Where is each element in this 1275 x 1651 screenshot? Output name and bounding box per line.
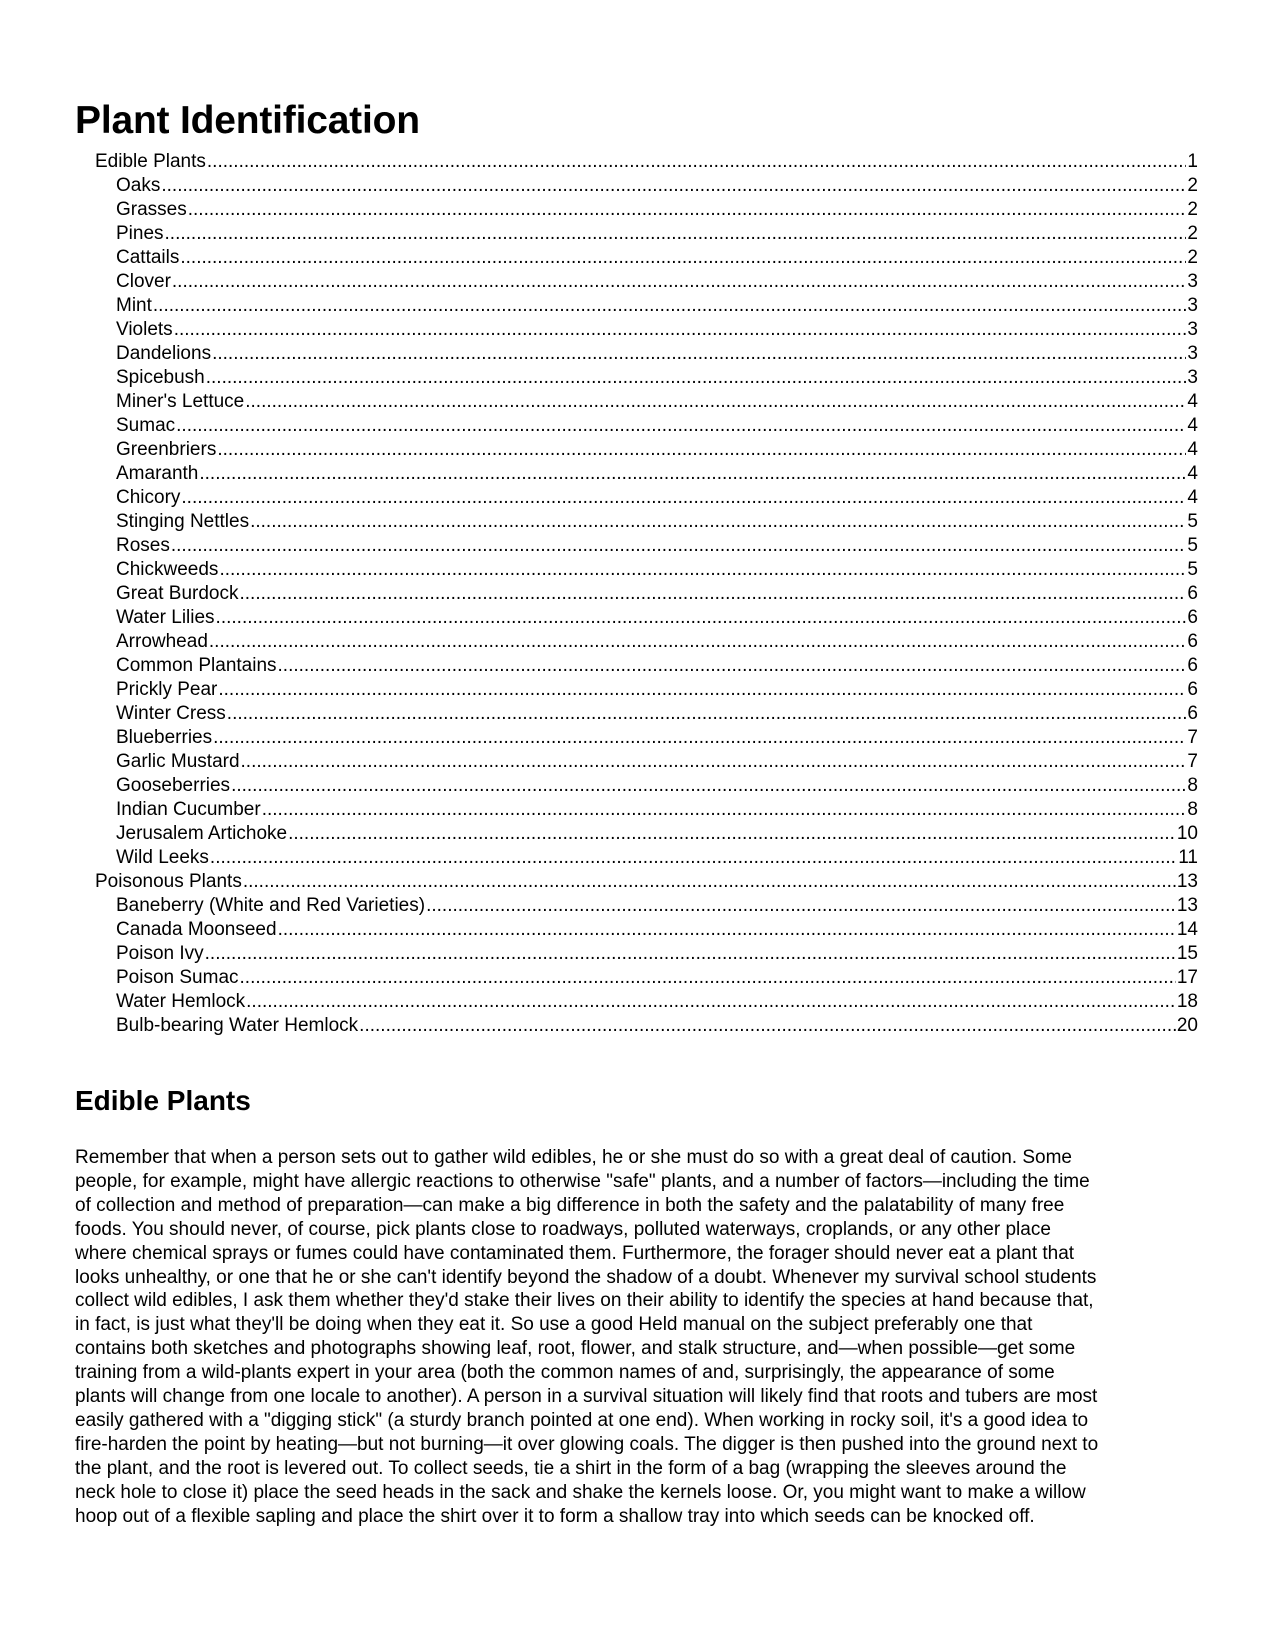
- paragraph-line: plants will change from one locale to another). A person in a survival situation will likely find that roots and tubers are most: [75, 1386, 1098, 1408]
- toc-entry-label: Baneberry (White and Red Varieties): [116, 895, 426, 916]
- toc-entry[interactable]: [95, 294, 1198, 318]
- toc-dot-leader: [174, 318, 1187, 342]
- section-heading: Edible Plants: [75, 1085, 251, 1116]
- toc-entry-label: Oaks: [116, 175, 161, 196]
- toc-entry-label: Garlic Mustard: [116, 751, 240, 772]
- toc-dot-leader: [243, 870, 1176, 894]
- toc-entry-label: Prickly Pear: [116, 679, 218, 700]
- toc-entry[interactable]: [95, 438, 1198, 462]
- toc-entry[interactable]: [95, 654, 1198, 678]
- toc-dot-leader: [212, 342, 1186, 366]
- toc-entry-page-number: 3: [1187, 295, 1198, 316]
- toc-entry[interactable]: [95, 174, 1198, 198]
- toc-entry-page-number: 2: [1187, 223, 1198, 244]
- toc-entry[interactable]: [95, 846, 1198, 870]
- toc-entry-label: Chicory: [116, 487, 181, 508]
- toc-entry-page-number: 20: [1176, 1015, 1198, 1036]
- paragraph-line: people, for example, might have allergic reactions to otherwise "safe" plants, and a number of factors—including the time: [75, 1170, 1090, 1192]
- toc-entry[interactable]: [95, 678, 1198, 702]
- toc-entry-label: Blueberries: [116, 727, 213, 748]
- toc-entry[interactable]: [95, 198, 1198, 222]
- toc-entry-label: Stinging Nettles: [116, 511, 250, 532]
- toc-dot-leader: [240, 966, 1176, 990]
- toc-dot-leader: [240, 582, 1187, 606]
- toc-entry[interactable]: [95, 318, 1198, 342]
- toc-entry-label: Gooseberries: [116, 775, 231, 796]
- toc-dot-leader: [172, 270, 1187, 294]
- paragraph-line: where chemical sprays or fumes could have contaminated them. Furthermore, the forager should never eat a plant that: [75, 1242, 1075, 1264]
- toc-entry-page-number: 2: [1187, 247, 1198, 268]
- toc-entry-label: Chickweeds: [116, 559, 219, 580]
- toc-entry-label: Poisonous Plants: [95, 871, 242, 892]
- toc-entry-page-number: 13: [1176, 871, 1198, 892]
- toc-entry[interactable]: [95, 558, 1198, 582]
- paragraph-line: looks unhealthy, or one that he or she can't identify beyond the shadow of a doubt. Whenever my survival school students: [75, 1266, 1097, 1288]
- toc-dot-leader: [262, 798, 1187, 822]
- toc-entry[interactable]: [95, 342, 1198, 366]
- toc-entry-label: Dandelions: [116, 343, 212, 364]
- toc-entry-page-number: 7: [1187, 751, 1198, 772]
- toc-entry-page-number: 4: [1187, 463, 1198, 484]
- toc-dot-leader: [426, 894, 1176, 918]
- toc-entry[interactable]: [95, 510, 1198, 534]
- toc-entry[interactable]: [95, 894, 1198, 918]
- toc-entry-page-number: 6: [1187, 703, 1198, 724]
- toc-entry[interactable]: [95, 798, 1198, 822]
- toc-dot-leader: [210, 846, 1177, 870]
- toc-dot-leader: [213, 726, 1186, 750]
- toc-entry[interactable]: [95, 222, 1198, 246]
- toc-entry[interactable]: [95, 390, 1198, 414]
- toc-entry-label: Indian Cucumber: [116, 799, 261, 820]
- toc-entry-label: Winter Cress: [116, 703, 226, 724]
- toc-entry-page-number: 6: [1187, 583, 1198, 604]
- toc-entry[interactable]: [95, 1014, 1198, 1038]
- toc-entry-page-number: 6: [1187, 655, 1198, 676]
- toc-entry[interactable]: [95, 150, 1198, 174]
- paragraph-line: foods. You should never, of course, pick plants close to roadways, polluted waterways, croplands, or any other place: [75, 1218, 1051, 1240]
- toc-entry[interactable]: [95, 534, 1198, 558]
- toc-dot-leader: [206, 366, 1187, 390]
- toc-entry-label: Common Plantains: [116, 655, 277, 676]
- toc-dot-leader: [217, 438, 1186, 462]
- toc-entry[interactable]: [95, 630, 1198, 654]
- toc-dot-leader: [219, 558, 1186, 582]
- toc-dot-leader: [359, 1014, 1176, 1038]
- toc-entry[interactable]: [95, 246, 1198, 270]
- toc-entry-label: Violets: [116, 319, 173, 340]
- toc-entry[interactable]: [95, 918, 1198, 942]
- toc-entry[interactable]: [95, 942, 1198, 966]
- toc-entry-page-number: 4: [1187, 391, 1198, 412]
- toc-dot-leader: [181, 486, 1186, 510]
- toc-dot-leader: [246, 990, 1176, 1014]
- toc-dot-leader: [278, 654, 1187, 678]
- toc-entry-page-number: 4: [1187, 415, 1198, 436]
- paragraph-line: the plant, and the root is levered out. To collect seeds, tie a shirt in the form of a bag (wrapping the sleeves around the: [75, 1457, 1067, 1479]
- toc-entry[interactable]: [95, 270, 1198, 294]
- toc-entry[interactable]: [95, 870, 1198, 894]
- toc-entry-label: Spicebush: [116, 367, 205, 388]
- toc-dot-leader: [288, 822, 1176, 846]
- toc-entry[interactable]: [95, 582, 1198, 606]
- toc-entry-page-number: 4: [1187, 487, 1198, 508]
- toc-entry-page-number: 5: [1187, 559, 1198, 580]
- toc-entry-page-number: 8: [1187, 799, 1198, 820]
- toc-entry-label: Grasses: [116, 199, 187, 220]
- paragraph-line: hoop out of a flexible sapling and place the shirt over it to form a shallow tray into which seeds can be knocked off.: [75, 1505, 1035, 1527]
- toc-entry-page-number: 6: [1187, 679, 1198, 700]
- toc-entry[interactable]: [95, 990, 1198, 1014]
- toc-entry-label: Wild Leeks: [116, 847, 209, 868]
- toc-entry-page-number: 3: [1187, 367, 1198, 388]
- toc-entry-page-number: 8: [1187, 775, 1198, 796]
- toc-entry-label: Bulb-bearing Water Hemlock: [116, 1015, 359, 1036]
- toc-entry-label: Greenbriers: [116, 439, 217, 460]
- toc-dot-leader: [231, 774, 1186, 798]
- toc-entry-page-number: 6: [1187, 631, 1198, 652]
- toc-entry-page-number: 3: [1187, 271, 1198, 292]
- toc-entry-page-number: 18: [1176, 991, 1198, 1012]
- toc-dot-leader: [171, 534, 1187, 558]
- toc-entry-label: Miner's Lettuce: [116, 391, 245, 412]
- toc-entry-page-number: 4: [1187, 439, 1198, 460]
- toc-entry-page-number: 14: [1176, 919, 1198, 940]
- toc-entry[interactable]: [95, 750, 1198, 774]
- toc-entry-label: Amaranth: [116, 463, 199, 484]
- toc-entry-label: Mint: [116, 295, 152, 316]
- paragraph-line: fire-harden the point by heating—but not burning—it over glowing coals. The digger is then pushed into the ground next to: [75, 1433, 1099, 1455]
- paragraph-line: of collection and method of preparation—can make a big difference in both the safety and the palatability of many free: [75, 1194, 1065, 1216]
- toc-dot-leader: [218, 678, 1186, 702]
- toc-dot-leader: [207, 150, 1187, 174]
- toc-entry-label: Clover: [116, 271, 171, 292]
- toc-dot-leader: [241, 750, 1187, 774]
- toc-dot-leader: [165, 222, 1187, 246]
- toc-entry[interactable]: [95, 702, 1198, 726]
- page-title: Plant Identification: [75, 99, 420, 142]
- toc-entry-label: Edible Plants: [95, 151, 206, 172]
- toc-dot-leader: [180, 246, 1186, 270]
- toc-entry[interactable]: [95, 462, 1198, 486]
- toc-dot-leader: [209, 630, 1187, 654]
- toc-entry-page-number: 5: [1187, 535, 1198, 556]
- toc-entry[interactable]: [95, 966, 1198, 990]
- toc-dot-leader: [227, 702, 1187, 726]
- toc-dot-leader: [153, 294, 1187, 318]
- toc-dot-leader: [245, 390, 1186, 414]
- paragraph-line: in fact, is just what they'll be doing when they eat it. So use a good Held manual on the subject preferably one that: [75, 1314, 1033, 1336]
- paragraph-line: Remember that when a person sets out to gather wild edibles, he or she must do so with a great deal of caution. Some: [75, 1147, 1072, 1168]
- toc-entry-label: Jerusalem Artichoke: [116, 823, 288, 844]
- paragraph-line: neck hole to close it) place the seed heads in the sack and shake the kernels loose. Or, you might want to make a willow: [75, 1481, 1086, 1503]
- toc-entry-page-number: 2: [1187, 175, 1198, 196]
- toc-entry-label: Pines: [116, 223, 164, 244]
- table-of-contents: [95, 150, 1198, 1038]
- toc-dot-leader: [216, 606, 1187, 630]
- toc-dot-leader: [205, 942, 1176, 966]
- toc-entry-label: Poison Ivy: [116, 943, 204, 964]
- paragraph-line: training from a wild-plants expert in your area (both the common names of and, surprisingly, the appearance of some: [75, 1362, 1055, 1384]
- paragraph-line: contains both sketches and photographs showing leaf, root, flower, and stalk structure, and—when possible—get some: [75, 1338, 1076, 1360]
- toc-entry[interactable]: [95, 486, 1198, 510]
- toc-entry-page-number: 13: [1176, 895, 1198, 916]
- paragraph-line: collect wild edibles, I ask them whether they'd stake their lives on their ability to identify the species at hand because that,: [75, 1290, 1094, 1312]
- paragraph-line: easily gathered with a "digging stick" (a sturdy branch pointed at one end). When working in rocky soil, it's a good idea to: [75, 1409, 1089, 1431]
- toc-entry[interactable]: [95, 726, 1198, 750]
- toc-dot-leader: [188, 198, 1187, 222]
- toc-entry-page-number: 3: [1187, 319, 1198, 340]
- toc-entry[interactable]: [95, 366, 1198, 390]
- toc-entry[interactable]: [95, 414, 1198, 438]
- toc-entry-label: Water Hemlock: [116, 991, 246, 1012]
- toc-entry-page-number: 6: [1187, 607, 1198, 628]
- toc-dot-leader: [176, 414, 1186, 438]
- toc-dot-leader: [278, 918, 1176, 942]
- toc-entry-page-number: 15: [1176, 943, 1198, 964]
- toc-entry-page-number: 10: [1176, 823, 1198, 844]
- toc-entry-label: Great Burdock: [116, 583, 239, 604]
- toc-entry-label: Water Lilies: [116, 607, 215, 628]
- toc-entry-page-number: 5: [1187, 511, 1198, 532]
- toc-entry-page-number: 2: [1187, 199, 1198, 220]
- toc-entry-page-number: 3: [1187, 343, 1198, 364]
- toc-entry[interactable]: [95, 822, 1198, 846]
- toc-entry-page-number: 1: [1187, 151, 1198, 172]
- toc-entry-label: Canada Moonseed: [116, 919, 277, 940]
- toc-entry[interactable]: [95, 606, 1198, 630]
- toc-dot-leader: [161, 174, 1186, 198]
- toc-entry-label: Arrowhead: [116, 631, 208, 652]
- toc-entry[interactable]: [95, 774, 1198, 798]
- toc-entry-label: Poison Sumac: [116, 967, 239, 988]
- toc-dot-leader: [199, 462, 1186, 486]
- section-body-paragraph: [75, 1146, 1205, 1529]
- toc-entry-label: Sumac: [116, 415, 176, 436]
- toc-entry-page-number: 17: [1176, 967, 1198, 988]
- toc-dot-leader: [250, 510, 1186, 534]
- toc-entry-label: Roses: [116, 535, 170, 556]
- toc-entry-label: Cattails: [116, 247, 180, 268]
- toc-entry-page-number: 11: [1178, 847, 1198, 868]
- toc-entry-page-number: 7: [1187, 727, 1198, 748]
